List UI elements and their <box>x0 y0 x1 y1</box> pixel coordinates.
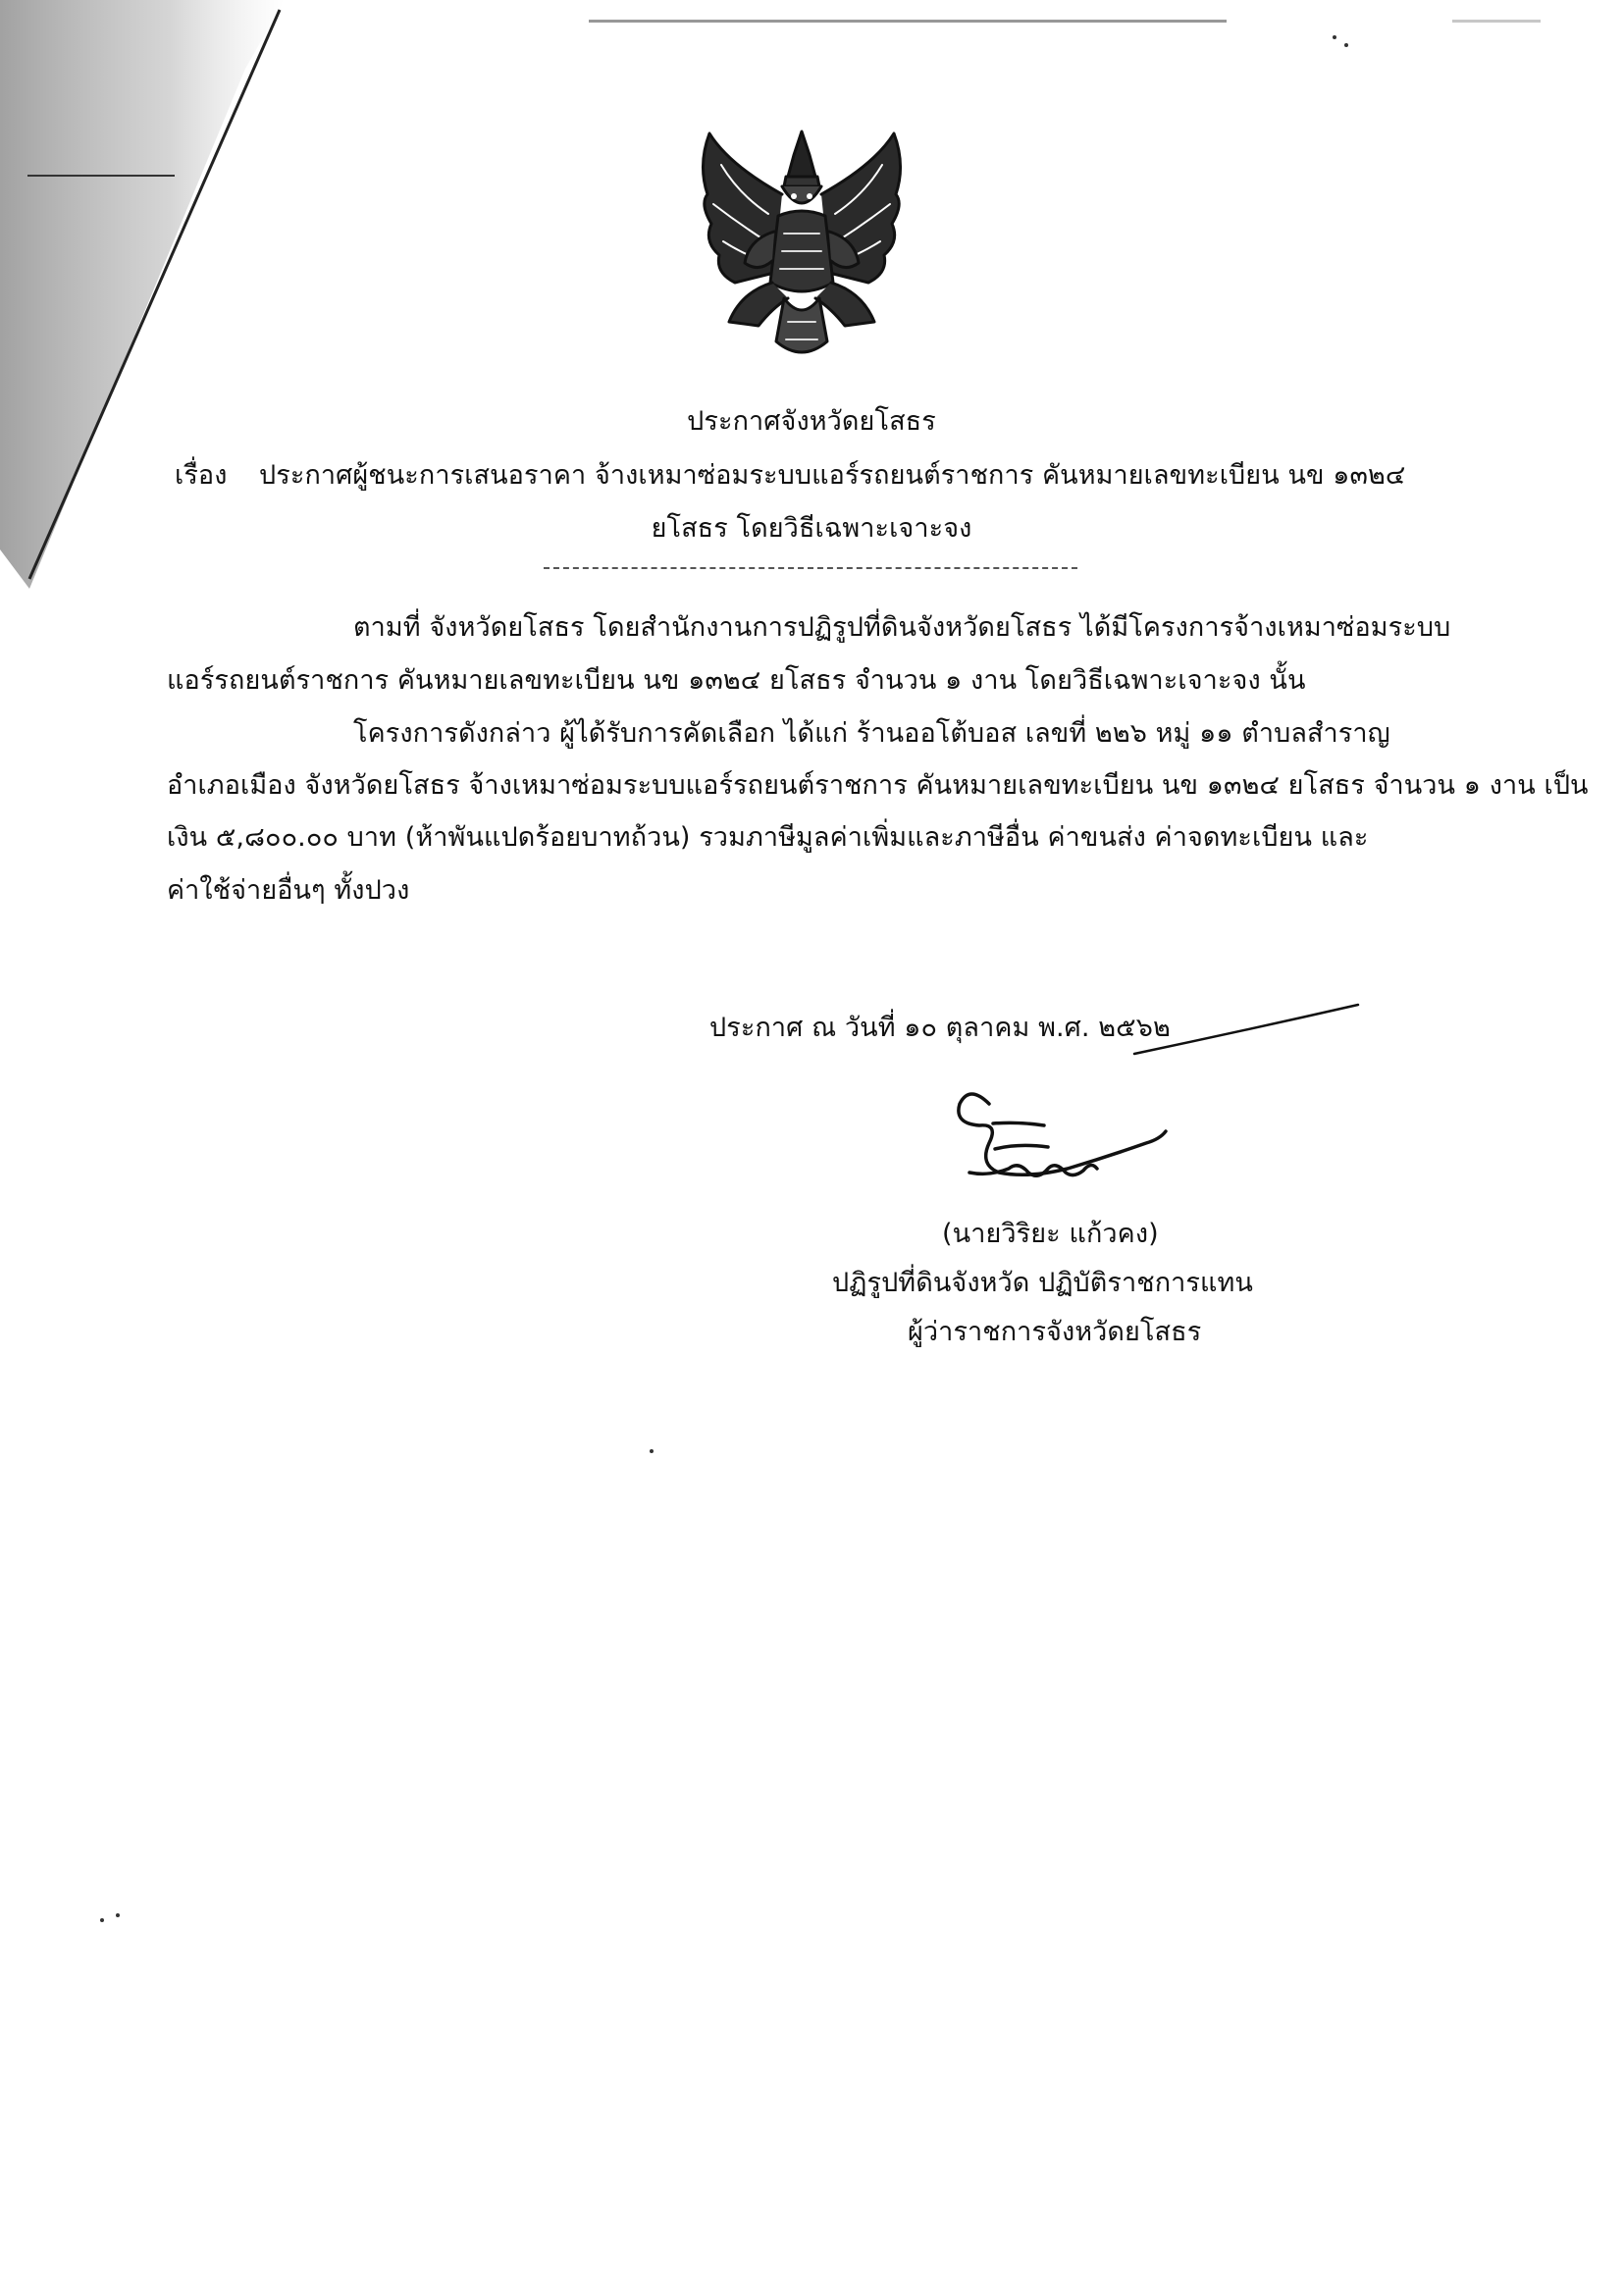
scan-rule-mark <box>27 175 175 177</box>
scan-speck <box>100 1918 104 1922</box>
paragraph-line: อำเภอเมือง จังหวัดยโสธร จ้างเหมาซ่อมระบบแอร์รถยนต์ราชการ คันหมายเลขทะเบียน นข ๑๓๒๔ ยโสธร จำนวน ๑ งาน เป็น <box>167 770 1589 801</box>
announcement-heading: ประกาศจังหวัดยโสธร <box>687 406 936 437</box>
scan-speck <box>650 1449 654 1453</box>
announcement-date: ประกาศ ณ วันที่ ๑๐ ตุลาคม พ.ศ. ๒๕๖๒ <box>709 1013 1171 1043</box>
handwritten-signature <box>950 1074 1176 1192</box>
scan-shadow-artifact <box>0 0 294 589</box>
scan-speck <box>1344 43 1348 47</box>
scan-top-smudge <box>589 20 1227 23</box>
paragraph-line: ค่าใช้จ่ายอื่นๆ ทั้งปวง <box>167 875 410 906</box>
paragraph-line: แอร์รถยนต์ราชการ คันหมายเลขทะเบียน นข ๑๓๒๔ ยโสธร จำนวน ๑ งาน โดยวิธีเฉพาะเจาะจง นั้น <box>167 665 1306 696</box>
paragraph-line: โครงการดังกล่าว ผู้ได้รับการคัดเลือก ได้แก่ ร้านออโต้บอส เลขที่ ๒๒๖ หมู่ ๑๑ ตำบลสำราญ <box>353 718 1390 749</box>
subject-line: ยโสธร โดยวิธีเฉพาะเจาะจง <box>651 513 972 544</box>
subject-line: ประกาศผู้ชนะการเสนอราคา จ้างเหมาซ่อมระบบแอร์รถยนต์ราชการ คันหมายเลขทะเบียน นข ๑๓๒๔ <box>259 460 1406 491</box>
scan-speck <box>1333 35 1336 39</box>
scan-speck <box>116 1913 120 1917</box>
pen-stroke-mark <box>1128 1001 1364 1060</box>
signatory-title: ปฏิรูปที่ดินจังหวัด ปฏิบัติราชการแทน <box>832 1268 1253 1298</box>
garuda-emblem-icon <box>690 126 914 366</box>
separator-line <box>544 567 1077 569</box>
paragraph-line: เงิน ๕,๘๐๐.๐๐ บาท (ห้าพันแปดร้อยบาทถ้วน) รวมภาษีมูลค่าเพิ่มและภาษีอื่น ค่าขนส่ง ค่าจดทะเบียน และ <box>167 822 1369 853</box>
subject-label: เรื่อง <box>175 460 228 491</box>
scan-top-smudge <box>1452 20 1541 23</box>
signatory-title: ผู้ว่าราชการจังหวัดยโสธร <box>908 1317 1202 1347</box>
paragraph-line: ตามที่ จังหวัดยโสธร โดยสำนักงานการปฏิรูปที่ดินจังหวัดยโสธร ได้มีโครงการจ้างเหมาซ่อมระบบ <box>353 612 1451 643</box>
signatory-name: (นายวิริยะ แก้วคง) <box>942 1219 1159 1249</box>
